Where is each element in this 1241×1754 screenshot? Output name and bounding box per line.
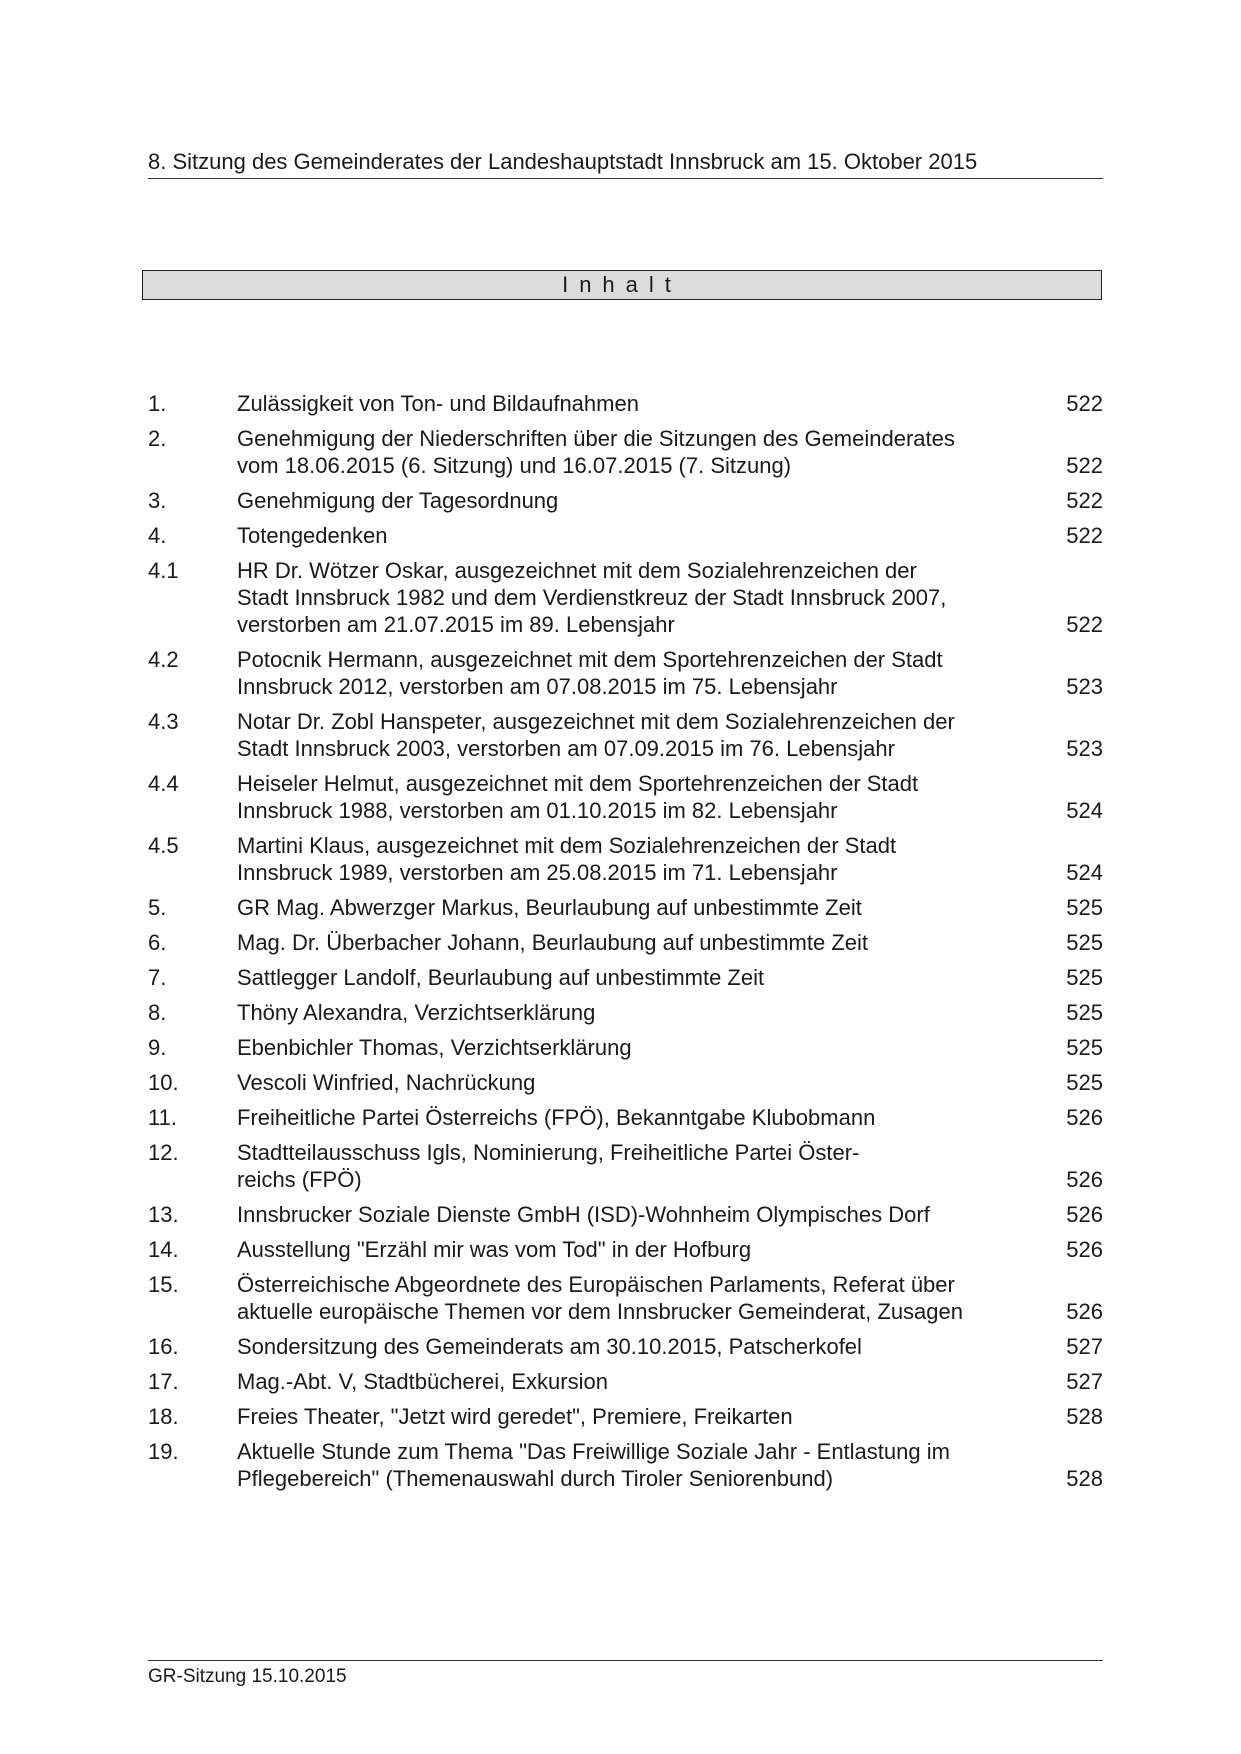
toc-entry — [148, 1104, 1103, 1131]
toc-entry-page: 522 — [1066, 488, 1103, 513]
toc-entry-number: 11. — [148, 1105, 177, 1130]
toc-entry-page: 523 — [1066, 674, 1103, 699]
toc-entry — [148, 390, 1103, 417]
toc-entry-number: 4.2 — [148, 647, 179, 672]
toc-entry-title-line: Freiheitliche Partei Österreichs (FPÖ), Bekanntgabe Klubobmann — [237, 1105, 876, 1130]
toc-entry-title — [237, 646, 1027, 700]
toc-entry-number: 19. — [148, 1439, 179, 1464]
toc-entry — [148, 522, 1103, 549]
toc-entry — [148, 1333, 1103, 1360]
toc-entry-title — [237, 1271, 1027, 1325]
toc-entry — [148, 425, 1103, 479]
toc-entry-number: 4.3 — [148, 709, 179, 734]
toc-entry-number: 4. — [148, 523, 167, 548]
toc-entry-title — [237, 390, 1027, 417]
toc-entry — [148, 1201, 1103, 1228]
toc-entry — [148, 929, 1103, 956]
toc-entry-title-line: Genehmigung der Tagesordnung — [237, 488, 559, 513]
toc-entry-title-line: Pflegebereich" (Themenauswahl durch Tiroler Seniorenbund) — [237, 1466, 834, 1491]
toc-entry-title-line: GR Mag. Abwerzger Markus, Beurlaubung auf unbestimmte Zeit — [237, 895, 862, 920]
toc-entry-title — [237, 557, 1027, 638]
toc-entry-page: 524 — [1066, 860, 1103, 885]
toc-entry-title-line: Mag. Dr. Überbacher Johann, Beurlaubung auf unbestimmte Zeit — [237, 930, 869, 955]
toc-entry — [148, 1236, 1103, 1263]
toc-entry-number: 7. — [148, 965, 167, 990]
toc-entry — [148, 1069, 1103, 1096]
toc-entry-title-line: Aktuelle Stunde zum Thema "Das Freiwillige Soziale Jahr - Entlastung im — [237, 1439, 950, 1464]
toc-entry-page: 522 — [1066, 523, 1103, 548]
toc-entry-title — [237, 894, 1027, 921]
toc-entry-number: 12. — [148, 1140, 179, 1165]
toc-entry-number: 10. — [148, 1070, 179, 1095]
toc-entry — [148, 964, 1103, 991]
toc-entry-page: 525 — [1066, 965, 1103, 990]
toc-entry-title-line: Stadtteilausschuss Igls, Nominierung, Freiheitliche Partei Öster- — [237, 1140, 860, 1165]
toc-entry-title-line: Heiseler Helmut, ausgezeichnet mit dem Sportehrenzeichen der Stadt — [237, 771, 919, 796]
table-of-contents — [148, 390, 1103, 1492]
toc-entry-title-line: verstorben am 21.07.2015 im 89. Lebensjahr — [237, 612, 675, 637]
toc-entry-page: 522 — [1066, 391, 1103, 416]
toc-entry-title — [237, 1201, 1027, 1228]
toc-entry-title-line: reichs (FPÖ) — [237, 1167, 362, 1192]
toc-entry-title-line: Innsbruck 1989, verstorben am 25.08.2015 im 71. Lebensjahr — [237, 860, 838, 885]
toc-entry — [148, 487, 1103, 514]
toc-entry-page: 528 — [1066, 1466, 1103, 1491]
page-header: 8. Sitzung des Gemeinderates der Landeshauptstadt Innsbruck am 15. Oktober 2015 — [148, 148, 1103, 179]
toc-entry-title-line: Notar Dr. Zobl Hanspeter, ausgezeichnet mit dem Sozialehrenzeichen der — [237, 709, 955, 734]
toc-entry-page: 526 — [1066, 1202, 1103, 1227]
toc-entry-page: 527 — [1066, 1334, 1103, 1359]
toc-entry-number: 1. — [148, 391, 167, 416]
toc-entry-title-line: HR Dr. Wötzer Oskar, ausgezeichnet mit dem Sozialehrenzeichen der — [237, 558, 917, 583]
toc-entry — [148, 1403, 1103, 1430]
toc-entry — [148, 770, 1103, 824]
toc-entry-page: 528 — [1066, 1404, 1103, 1429]
toc-entry-page: 525 — [1066, 895, 1103, 920]
toc-entry-title — [237, 832, 1027, 886]
toc-entry-number: 17. — [148, 1369, 179, 1394]
toc-entry-title-line: aktuelle europäische Themen vor dem Innsbrucker Gemeinderat, Zusagen — [237, 1299, 963, 1324]
toc-entry-title-line: Innsbrucker Soziale Dienste GmbH (ISD)-Wohnheim Olympisches Dorf — [237, 1202, 930, 1227]
toc-entry-title — [237, 1333, 1027, 1360]
toc-entry — [148, 1271, 1103, 1325]
toc-entry — [148, 708, 1103, 762]
toc-entry-title-line: Stadt Innsbruck 1982 und dem Verdienstkreuz der Stadt Innsbruck 2007, — [237, 585, 947, 610]
toc-entry-title-line: Thöny Alexandra, Verzichtserklärung — [237, 1000, 596, 1025]
toc-entry-number: 9. — [148, 1035, 167, 1060]
toc-entry-number: 5. — [148, 895, 167, 920]
toc-entry-title-line: Martini Klaus, ausgezeichnet mit dem Sozialehrenzeichen der Stadt — [237, 833, 897, 858]
toc-entry-number: 4.4 — [148, 771, 179, 796]
toc-entry-title — [237, 1438, 1027, 1492]
toc-entry-number: 16. — [148, 1334, 179, 1359]
toc-entry-title — [237, 964, 1027, 991]
toc-entry-title — [237, 487, 1027, 514]
toc-entry-number: 15. — [148, 1272, 179, 1297]
toc-entry-page: 526 — [1066, 1299, 1103, 1324]
toc-entry-page: 526 — [1066, 1167, 1103, 1192]
toc-entry-title-line: Sattlegger Landolf, Beurlaubung auf unbestimmte Zeit — [237, 965, 765, 990]
toc-entry-number: 4.5 — [148, 833, 179, 858]
toc-entry — [148, 557, 1103, 638]
toc-entry — [148, 1368, 1103, 1395]
toc-entry-title-line: Innsbruck 1988, verstorben am 01.10.2015 im 82. Lebensjahr — [237, 798, 838, 823]
toc-entry-number: 4.1 — [148, 558, 179, 583]
contents-title: Inhalt — [142, 270, 1102, 300]
toc-entry-page: 525 — [1066, 1035, 1103, 1060]
toc-entry-title — [237, 1069, 1027, 1096]
toc-entry-title-line: Sondersitzung des Gemeinderats am 30.10.2015, Patscherkofel — [237, 1334, 862, 1359]
toc-entry-title-line: Zulässigkeit von Ton- und Bildaufnahmen — [237, 391, 639, 416]
toc-entry-number: 8. — [148, 1000, 167, 1025]
toc-entry-title — [237, 1368, 1027, 1395]
toc-entry-title-line: Freies Theater, "Jetzt wird geredet", Premiere, Freikarten — [237, 1404, 793, 1429]
toc-entry-title-line: Vescoli Winfried, Nachrückung — [237, 1070, 536, 1095]
toc-entry-page: 525 — [1066, 1070, 1103, 1095]
toc-entry-page: 522 — [1066, 612, 1103, 637]
toc-entry-title — [237, 1034, 1027, 1061]
toc-entry-page: 523 — [1066, 736, 1103, 761]
toc-entry-title — [237, 522, 1027, 549]
toc-entry-title-line: Mag.-Abt. V, Stadtbücherei, Exkursion — [237, 1369, 608, 1394]
toc-entry-number: 2. — [148, 426, 167, 451]
toc-entry-title — [237, 1104, 1027, 1131]
toc-entry-number: 14. — [148, 1237, 179, 1262]
toc-entry-title — [237, 1403, 1027, 1430]
toc-entry-page: 527 — [1066, 1369, 1103, 1394]
toc-entry-title-line: Österreichische Abgeordnete des Europäischen Parlaments, Referat über — [237, 1272, 955, 1297]
toc-entry-title-line: Genehmigung der Niederschriften über die Sitzungen des Gemeinderates — [237, 426, 955, 451]
toc-entry-title-line: Ausstellung "Erzähl mir was vom Tod" in der Hofburg — [237, 1237, 752, 1262]
toc-entry — [148, 832, 1103, 886]
toc-entry-title-line: Potocnik Hermann, ausgezeichnet mit dem Sportehrenzeichen der Stadt — [237, 647, 943, 672]
toc-entry-title-line: vom 18.06.2015 (6. Sitzung) und 16.07.2015 (7. Sitzung) — [237, 453, 792, 478]
toc-entry — [148, 1034, 1103, 1061]
toc-entry-title — [237, 708, 1027, 762]
toc-entry-page: 526 — [1066, 1105, 1103, 1130]
toc-entry-page: 525 — [1066, 1000, 1103, 1025]
toc-entry-title — [237, 425, 1027, 479]
toc-entry — [148, 999, 1103, 1026]
toc-entry-number: 13. — [148, 1202, 179, 1227]
toc-entry — [148, 1139, 1103, 1193]
toc-entry-page: 526 — [1066, 1237, 1103, 1262]
toc-entry-title — [237, 1139, 1027, 1193]
toc-entry-page: 525 — [1066, 930, 1103, 955]
toc-entry-page: 522 — [1066, 453, 1103, 478]
toc-entry-number: 3. — [148, 488, 167, 513]
toc-entry — [148, 894, 1103, 921]
toc-entry-title-line: Ebenbichler Thomas, Verzichtserklärung — [237, 1035, 632, 1060]
toc-entry-number: 6. — [148, 930, 167, 955]
toc-entry-title — [237, 1236, 1027, 1263]
toc-entry-page: 524 — [1066, 798, 1103, 823]
toc-entry — [148, 646, 1103, 700]
toc-entry-title-line: Innsbruck 2012, verstorben am 07.08.2015 im 75. Lebensjahr — [237, 674, 838, 699]
toc-entry-title-line: Totengedenken — [237, 523, 388, 548]
page-footer: GR-Sitzung 15.10.2015 — [148, 1660, 1103, 1689]
toc-entry — [148, 1438, 1103, 1492]
toc-entry-number: 18. — [148, 1404, 179, 1429]
toc-entry-title — [237, 999, 1027, 1026]
toc-entry-title — [237, 929, 1027, 956]
toc-entry-title-line: Stadt Innsbruck 2003, verstorben am 07.09.2015 im 76. Lebensjahr — [237, 736, 895, 761]
toc-entry-title — [237, 770, 1027, 824]
